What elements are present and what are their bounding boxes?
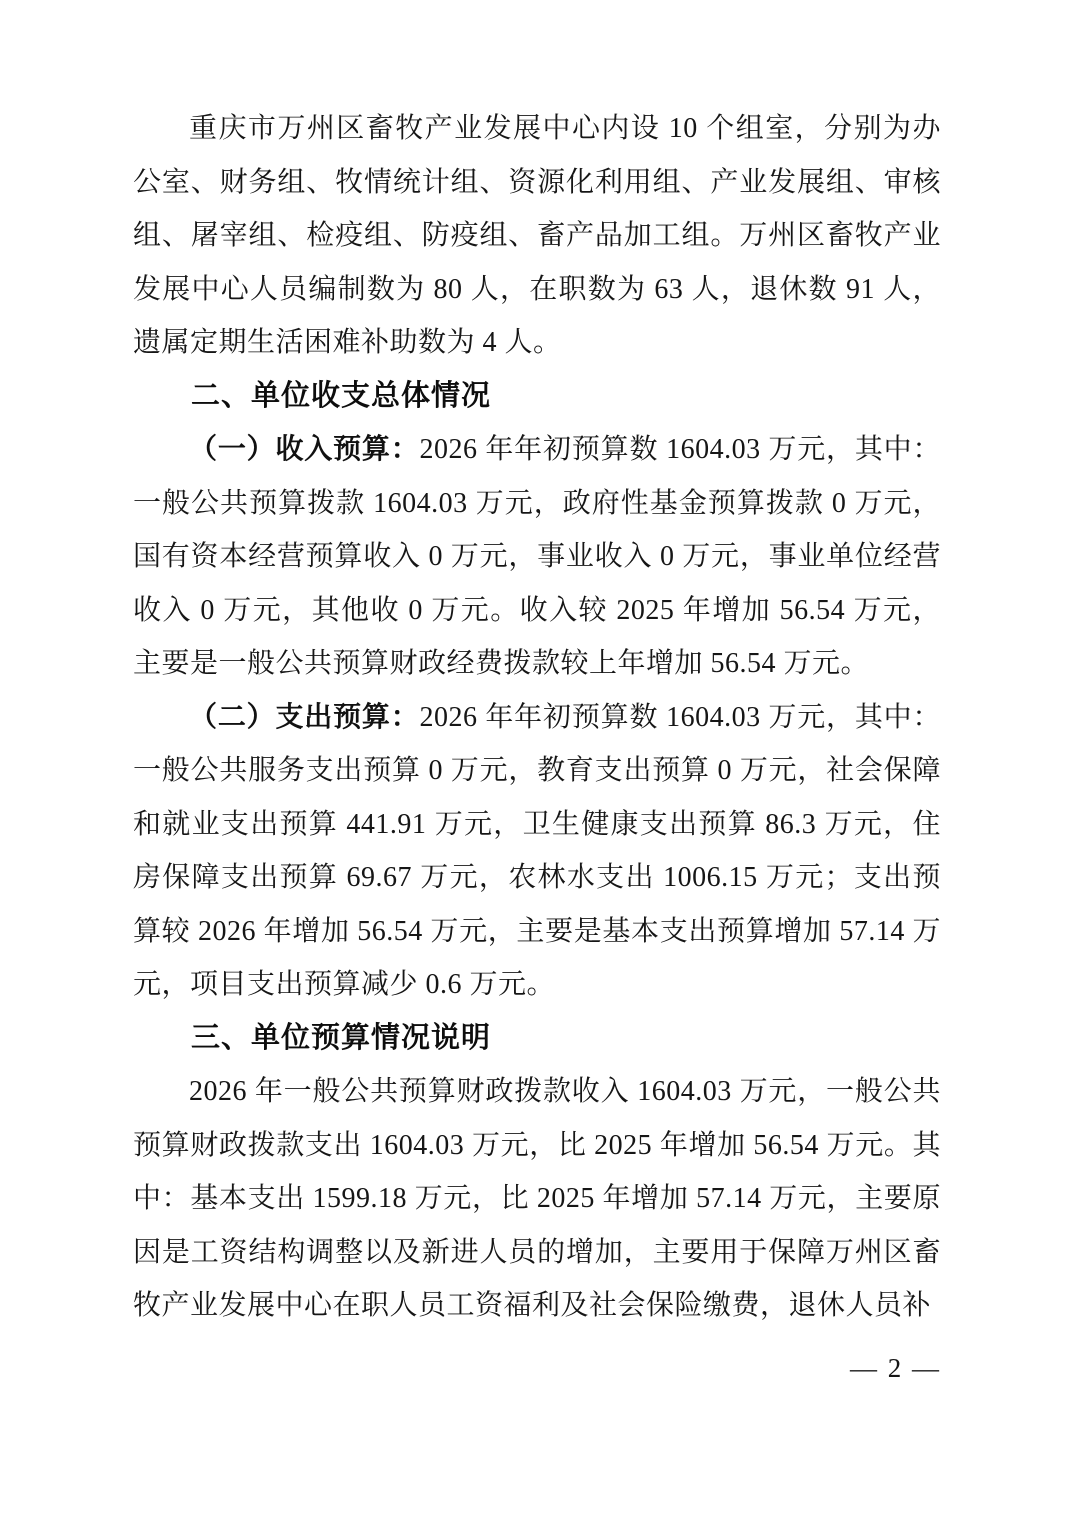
section-heading: 三、单位预算情况说明: [191, 1021, 492, 1054]
paragraph-lead: （二）支出预算：: [189, 701, 420, 733]
paragraph-lead: （一）收入预算：: [189, 434, 420, 465]
body-paragraph: 重庆市万州区畜牧产业发展中心内设 10 个组室，分别为办公室、财务组、牧情统计组、资源化利用组、产业发展组、审核组、屠宰组、检疫组、防疫组、畜产品加工组。万州区畜牧产业发展中心人员编制数为 80 人，在职数为 63 人，退休数 91 人，遗属定期生活困难补助数为 4 人。: [133, 113, 941, 358]
body-paragraph: （一）收入预算：2026 年年初预算数 1604.03 万元，其中：一般公共预算拨款 1604.03 万元，政府性基金预算拨款 0 万元，国有资本经营预算收入 0 万元，事业收入 0 万元，事业单位经营收入 0 万元，其他收 0 万元。收入较 2025 年增加 56.54 万元，主要是一般公共预算财政经费拨款较上年增加 56.54 万元。: [133, 434, 941, 679]
page-number: — 2 —: [850, 1353, 941, 1383]
body-paragraph: （二）支出预算：2026 年年初预算数 1604.03 万元，其中：一般公共服务支出预算 0 万元，教育支出预算 0 万元，社会保障和就业支出预算 441.91 万元，卫生健康支出预算 86.3 万元，住房保障支出预算 69.67 万元，农林水支出 1006.15 万元；支出预算较 2026 年增加 56.54 万元，主要是基本支出预算增加 57.14 万元，项目支出预算减少 0.6 万元。: [133, 701, 941, 1000]
section-heading: 二、单位收支总体情况: [191, 379, 492, 412]
body-paragraph: 2026 年一般公共预算财政拨款收入 1604.03 万元，一般公共预算财政拨款支出 1604.03 万元，比 2025 年增加 56.54 万元。其中：基本支出 1599.18 万元，比 2025 年增加 57.14 万元，主要原因是工资结构调整以及新进人员的增加，主要用于保障万州区畜牧产业发展中心在职人员工资福利及社会保险缴费，退休人员补: [133, 1076, 941, 1321]
document-body: [133, 102, 941, 1333]
